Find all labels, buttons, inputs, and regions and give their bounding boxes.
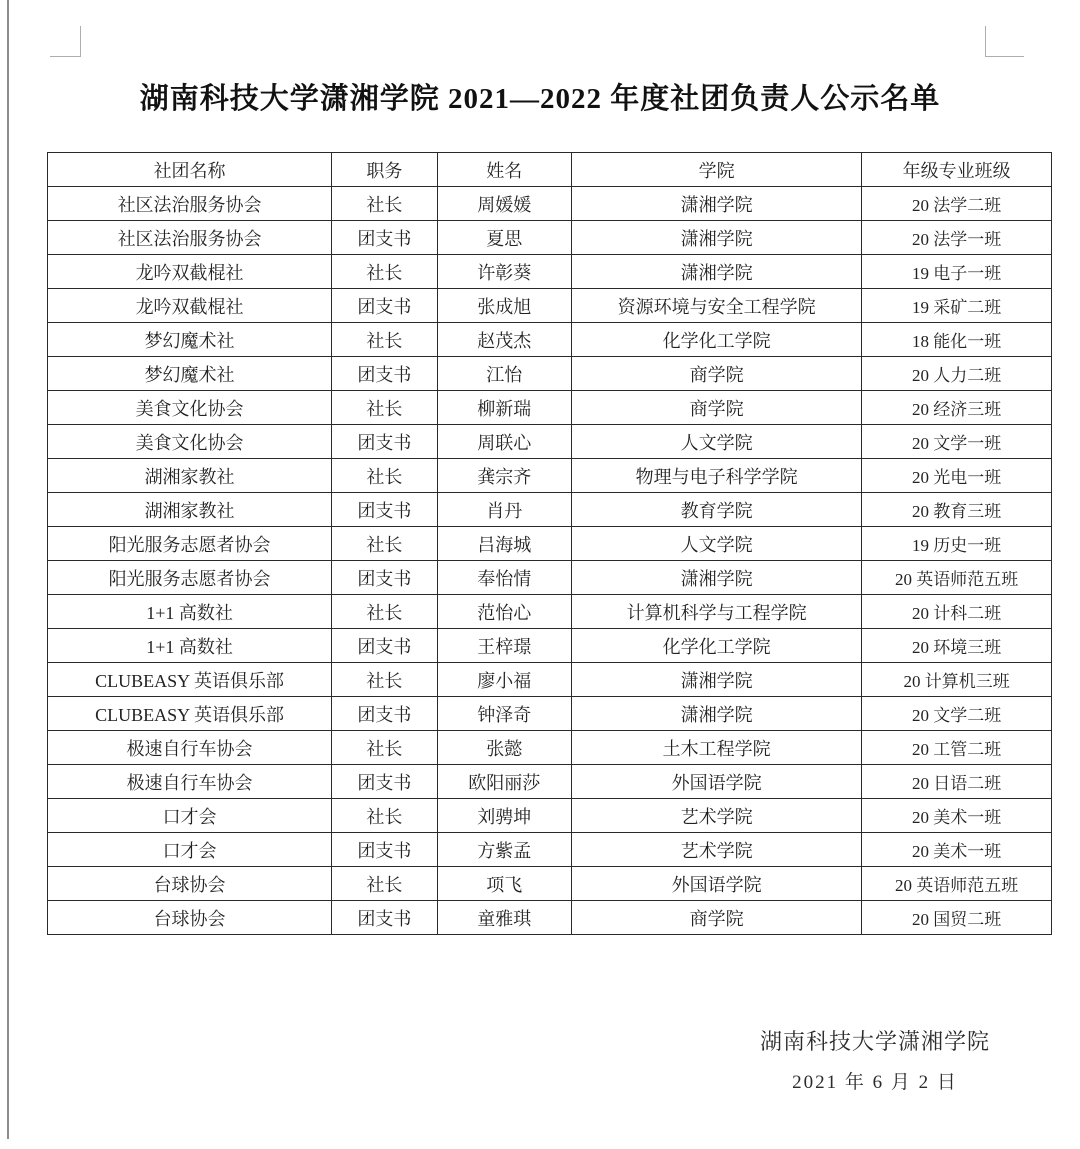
table-cell: 社长	[332, 663, 437, 697]
table-cell: 土木工程学院	[572, 731, 862, 765]
table-row	[48, 357, 1052, 391]
table-cell: 团支书	[332, 425, 437, 459]
table-cell: 外国语学院	[572, 765, 862, 799]
table-cell: 1+1 高数社	[48, 595, 332, 629]
table-cell: 20 经济三班	[862, 391, 1052, 425]
table-cell: 范怡心	[437, 595, 572, 629]
table-row	[48, 221, 1052, 255]
signature-text: 湖南科技大学潇湘学院	[759, 1029, 990, 1054]
table-cell: 20 工管二班	[862, 731, 1052, 765]
table-cell: 20 法学二班	[862, 187, 1052, 221]
table-cell: 20 日语二班	[862, 765, 1052, 799]
signature-date: 2021 年 6 月 2 日	[792, 1072, 958, 1093]
table-cell: 20 计科二班	[862, 595, 1052, 629]
table-cell: 柳新瑞	[437, 391, 572, 425]
table-row	[48, 425, 1052, 459]
table-cell: 极速自行车协会	[48, 765, 332, 799]
table-row	[48, 663, 1052, 697]
table-cell: 美食文化协会	[48, 391, 332, 425]
table-row	[48, 289, 1052, 323]
table-cell: 潇湘学院	[572, 697, 862, 731]
table-cell: 项飞	[437, 867, 572, 901]
table-cell: 人文学院	[572, 425, 862, 459]
table-cell: 19 历史一班	[862, 527, 1052, 561]
table-cell: 20 美术一班	[862, 833, 1052, 867]
table-row	[48, 765, 1052, 799]
table-cell: 周联心	[437, 425, 572, 459]
page-title: 湖南科技大学潇湘学院 2021—2022 年度社团负责人公示名单	[139, 83, 941, 115]
table-cell: 赵茂杰	[437, 323, 572, 357]
page-margin-mark-top-left	[50, 26, 81, 57]
table-row	[48, 731, 1052, 765]
table-cell: 刘骋坤	[437, 799, 572, 833]
table-cell: 20 人力二班	[862, 357, 1052, 391]
table-cell: 梦幻魔术社	[48, 323, 332, 357]
table-row	[48, 867, 1052, 901]
table-cell: 社长	[332, 187, 437, 221]
table-row	[48, 255, 1052, 289]
table-cell: 周媛媛	[437, 187, 572, 221]
table-cell: 艺术学院	[572, 799, 862, 833]
table-row	[48, 527, 1052, 561]
table-cell: 商学院	[572, 901, 862, 935]
table-row	[48, 833, 1052, 867]
column-header: 学院	[572, 153, 862, 187]
table-cell: 阳光服务志愿者协会	[48, 527, 332, 561]
signature-block	[760, 1025, 990, 1094]
table-cell: 龚宗齐	[437, 459, 572, 493]
table-cell: 团支书	[332, 493, 437, 527]
table-cell: 计算机科学与工程学院	[572, 595, 862, 629]
table-cell: 奉怡情	[437, 561, 572, 595]
table-cell: 社区法治服务协会	[48, 187, 332, 221]
table-cell: 王梓璟	[437, 629, 572, 663]
table-cell: 潇湘学院	[572, 221, 862, 255]
column-header: 社团名称	[48, 153, 332, 187]
table-cell: 商学院	[572, 357, 862, 391]
table-cell: 吕海城	[437, 527, 572, 561]
table-cell: 社长	[332, 323, 437, 357]
table-cell: 化学化工学院	[572, 323, 862, 357]
table-row	[48, 697, 1052, 731]
table-cell: 人文学院	[572, 527, 862, 561]
table-cell: 19 电子一班	[862, 255, 1052, 289]
table-row	[48, 493, 1052, 527]
table-cell: 潇湘学院	[572, 187, 862, 221]
table-cell: 20 环境三班	[862, 629, 1052, 663]
table-cell: 社长	[332, 255, 437, 289]
table-cell: 张懿	[437, 731, 572, 765]
table-cell: 团支书	[332, 289, 437, 323]
table-row	[48, 561, 1052, 595]
table-cell: 阳光服务志愿者协会	[48, 561, 332, 595]
table-cell: 龙吟双截棍社	[48, 255, 332, 289]
table-cell: 团支书	[332, 833, 437, 867]
table-cell: CLUBEASY 英语俱乐部	[48, 663, 332, 697]
table-row	[48, 187, 1052, 221]
table-cell: 台球协会	[48, 867, 332, 901]
table-cell: 20 文学一班	[862, 425, 1052, 459]
table-cell: 潇湘学院	[572, 663, 862, 697]
table-cell: 欧阳丽莎	[437, 765, 572, 799]
table-cell: 社长	[332, 459, 437, 493]
table-cell: 方紫孟	[437, 833, 572, 867]
table-row	[48, 391, 1052, 425]
table-cell: 20 计算机三班	[862, 663, 1052, 697]
table-cell: 社长	[332, 595, 437, 629]
table-cell: 团支书	[332, 629, 437, 663]
table-cell: 20 美术一班	[862, 799, 1052, 833]
table-cell: 18 能化一班	[862, 323, 1052, 357]
table-cell: 教育学院	[572, 493, 862, 527]
table-row	[48, 901, 1052, 935]
table-cell: 团支书	[332, 901, 437, 935]
table-cell: 20 英语师范五班	[862, 867, 1052, 901]
table-cell: 社长	[332, 799, 437, 833]
club-leaders-table	[47, 152, 1052, 935]
table-cell: 社区法治服务协会	[48, 221, 332, 255]
table-cell: 钟泽奇	[437, 697, 572, 731]
table-cell: 口才会	[48, 799, 332, 833]
column-header: 年级专业班级	[862, 153, 1052, 187]
table-cell: 社长	[332, 391, 437, 425]
table-cell: 极速自行车协会	[48, 731, 332, 765]
table-cell: 许彰葵	[437, 255, 572, 289]
column-header: 职务	[332, 153, 437, 187]
table-cell: CLUBEASY 英语俱乐部	[48, 697, 332, 731]
table-cell: 廖小福	[437, 663, 572, 697]
table-cell: 物理与电子科学学院	[572, 459, 862, 493]
table-cell: 团支书	[332, 697, 437, 731]
table-row	[48, 799, 1052, 833]
table-cell: 团支书	[332, 561, 437, 595]
table-cell: 社长	[332, 527, 437, 561]
table-row	[48, 629, 1052, 663]
table-cell: 龙吟双截棍社	[48, 289, 332, 323]
table-row	[48, 323, 1052, 357]
table-cell: 1+1 高数社	[48, 629, 332, 663]
table-cell: 外国语学院	[572, 867, 862, 901]
scan-edge-line	[7, 0, 9, 1139]
table-header-row	[48, 153, 1052, 187]
table-cell: 梦幻魔术社	[48, 357, 332, 391]
table-cell: 20 教育三班	[862, 493, 1052, 527]
table-cell: 20 国贸二班	[862, 901, 1052, 935]
table-cell: 潇湘学院	[572, 561, 862, 595]
table-cell: 湖湘家教社	[48, 459, 332, 493]
table-cell: 湖湘家教社	[48, 493, 332, 527]
table-cell: 肖丹	[437, 493, 572, 527]
table-cell: 夏思	[437, 221, 572, 255]
table-cell: 台球协会	[48, 901, 332, 935]
table-cell: 商学院	[572, 391, 862, 425]
table-cell: 社长	[332, 867, 437, 901]
table-cell: 艺术学院	[572, 833, 862, 867]
table-cell: 团支书	[332, 357, 437, 391]
page-margin-mark-top-right	[985, 26, 1024, 57]
table-cell: 20 法学一班	[862, 221, 1052, 255]
table-cell: 口才会	[48, 833, 332, 867]
table-cell: 江怡	[437, 357, 572, 391]
table-cell: 潇湘学院	[572, 255, 862, 289]
table-cell: 20 光电一班	[862, 459, 1052, 493]
table-cell: 团支书	[332, 221, 437, 255]
table-cell: 社长	[332, 731, 437, 765]
table-cell: 19 采矿二班	[862, 289, 1052, 323]
table-cell: 资源环境与安全工程学院	[572, 289, 862, 323]
table-cell: 20 英语师范五班	[862, 561, 1052, 595]
table-cell: 童雅琪	[437, 901, 572, 935]
column-header: 姓名	[437, 153, 572, 187]
table-cell: 20 文学二班	[862, 697, 1052, 731]
table-cell: 张成旭	[437, 289, 572, 323]
table-cell: 美食文化协会	[48, 425, 332, 459]
table-cell: 团支书	[332, 765, 437, 799]
table-row	[48, 595, 1052, 629]
table-cell: 化学化工学院	[572, 629, 862, 663]
table-row	[48, 459, 1052, 493]
